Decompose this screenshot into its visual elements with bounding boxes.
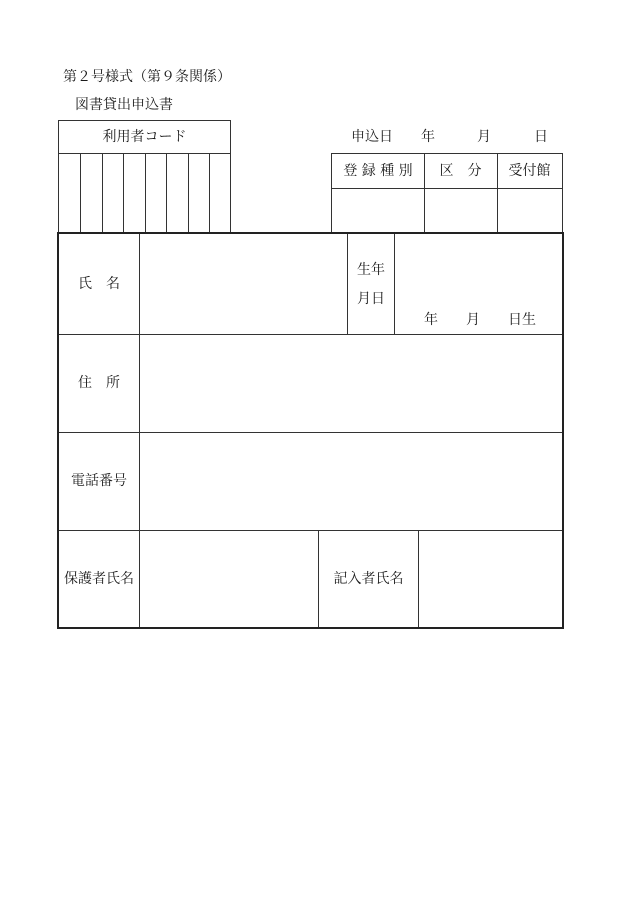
code-cell-divider [188,153,189,232]
application-date-day: 日 [534,129,548,145]
address-label: 住 所 [78,375,120,391]
guardian-label: 保護者氏名 [64,570,134,587]
form-title: 図書貸出申込書 [75,97,173,113]
address-field[interactable] [141,335,562,431]
birth-date-field[interactable] [396,234,562,334]
birth-month-unit: 月 [466,312,480,328]
birth-day-unit: 日生 [508,312,536,328]
phone-label: 電話番号 [71,473,127,489]
user-code-header [58,120,231,154]
code-cell-divider [145,153,146,232]
form-number: 第２号様式（第９条関係） [63,69,231,85]
reception-header-divider [332,188,562,189]
guardian-field[interactable] [141,531,317,626]
main-form [57,232,564,629]
code-cell-divider [102,153,103,232]
application-date-label: 申込日 [351,129,393,145]
name-label: 氏 名 [78,276,120,292]
category-header: 区 分 [439,163,482,179]
writer-field[interactable] [420,531,562,626]
name-field[interactable] [141,234,347,334]
application-date-month: 月 [477,129,491,145]
writer-label: 記入者氏名 [333,570,404,587]
code-cell-divider [123,153,124,232]
user-code-label: 利用者コード [102,129,187,145]
birth-label-right-divider [394,234,395,334]
label-column-divider [139,234,140,627]
birth-label-line2: 月日 [357,291,385,307]
code-cell-divider [166,153,167,232]
birth-label-left-divider [347,234,348,334]
application-date-year: 年 [421,129,435,145]
birth-label-line1: 生年 [357,262,385,278]
code-cell-divider [80,153,81,232]
reception-table [331,153,563,233]
birth-year-unit: 年 [424,312,438,328]
user-code-cells [58,153,231,233]
reception-branch-header: 受付館 [508,163,551,179]
phone-field[interactable] [141,433,562,529]
writer-field-divider [418,530,419,627]
registration-type-header: 登 録 種 別 [343,163,413,179]
code-cell-divider [209,153,210,232]
